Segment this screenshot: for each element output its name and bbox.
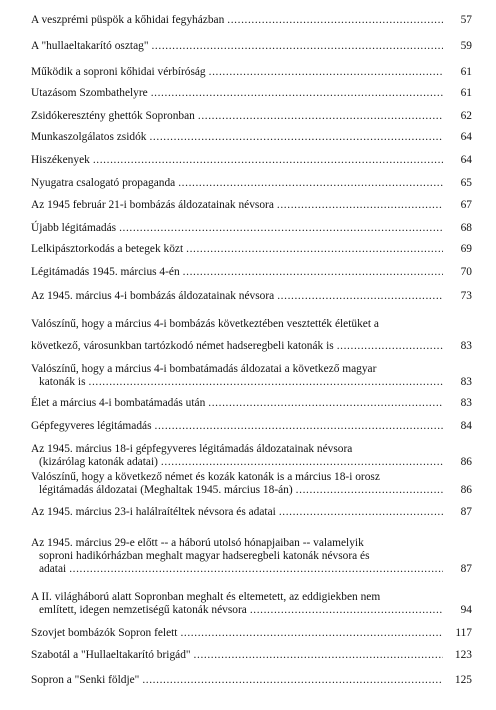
toc-entry: [31, 506, 472, 519]
toc-page-number: 83: [460, 376, 472, 388]
toc-page-number: 84: [460, 420, 472, 432]
toc-entry: [31, 199, 472, 212]
toc-entry: [31, 674, 472, 687]
dot-leader: [93, 154, 443, 167]
toc-page-number: 59: [460, 40, 472, 52]
toc-entry: [31, 363, 472, 389]
toc-page-number: 64: [460, 131, 472, 143]
toc-entry: [31, 266, 472, 279]
dot-leader: [296, 484, 443, 497]
toc-entry: [31, 243, 472, 256]
toc-title: Gépfegyveres légitámadás: [31, 420, 152, 432]
dot-leader: [89, 376, 443, 389]
toc-entry: [31, 110, 472, 123]
toc-entry: [31, 591, 472, 617]
toc-title: Az 1945 február 21-i bombázás áldozatainak névsora: [31, 199, 274, 211]
dot-leader: [155, 420, 444, 433]
toc-title: Nyugatra csalogató propaganda: [31, 177, 176, 189]
dot-leader: [250, 604, 443, 617]
toc-page-number: 117: [455, 627, 472, 639]
dot-leader: [279, 506, 443, 519]
dot-leader: [186, 243, 443, 256]
dot-leader: [337, 340, 443, 353]
toc-page-number: 61: [460, 87, 472, 99]
toc-title-line: légitámadás áldozatai (Meghaltak 1945. március 18-án): [39, 484, 293, 496]
dot-leader: [151, 87, 443, 100]
toc-title: A veszprémi püspök a kőhidai fegyházban: [31, 14, 225, 26]
toc-title-line: Az 1945. március 29-e előtt -- a háború utolsó hónapjaiban -- valamelyik: [31, 537, 364, 549]
dot-leader: [142, 674, 443, 687]
toc-title: Élet a március 4-i bombatámadás után: [31, 397, 206, 409]
dot-leader: [194, 649, 443, 662]
toc-title: Munkaszolgálatos zsidók: [31, 131, 147, 143]
dot-leader: [209, 66, 443, 79]
dot-leader: [180, 627, 443, 640]
toc-title: Működik a soproni kőhidai vérbíróság: [31, 66, 206, 78]
toc-entry: [31, 471, 472, 497]
toc-title: A "hullaeltakarító osztag": [31, 40, 149, 52]
toc-entry: [31, 87, 472, 100]
toc-title-line: Valószínű, hogy a március 4-i bombatámadás áldozatai a következő magyar: [31, 363, 377, 375]
toc-title: Légitámadás 1945. március 4-én: [31, 266, 180, 278]
toc-title: Sopron a "Senki földje": [31, 674, 140, 686]
toc-title-line: említett, idegen nemzetiségű katonák névsora: [39, 604, 247, 616]
toc-entry: [31, 222, 472, 235]
toc-page-number: 69: [460, 243, 472, 255]
toc-title-line: következő, városunkban tartózkodó német hadseregbeli katonák is: [31, 340, 334, 352]
toc-title: Lelkipásztorkodás a betegek közt: [31, 243, 184, 255]
toc-title: Zsidókeresztény ghettók Sopronban: [31, 110, 195, 122]
toc-entry: [31, 318, 472, 353]
toc-entry: [31, 537, 472, 576]
toc-entry: [31, 649, 472, 662]
toc-title-line: Az 1945. március 18-i gépfegyveres légitámadás áldozatainak névsora: [31, 443, 353, 455]
toc-entry: [31, 154, 472, 167]
toc-entry: [31, 420, 472, 433]
toc-page-number: 83: [460, 397, 472, 409]
toc-page-number: 87: [460, 563, 472, 575]
dot-leader: [198, 110, 443, 123]
toc-title-line: (kizárólag katonák adatai): [39, 456, 158, 468]
toc-page-number: 64: [460, 154, 472, 166]
toc-title-line: Valószínű, hogy a következő német és kozák katonák is a március 18-i orosz: [31, 471, 380, 483]
toc-title: Hiszékenyek: [31, 154, 90, 166]
toc-page-number: 68: [460, 222, 472, 234]
toc-title: Az 1945. március 23-i halálraítéltek névsora és adatai: [31, 506, 276, 518]
dot-leader: [119, 222, 443, 235]
dot-leader: [227, 14, 443, 27]
toc-title-line: katonák is: [39, 376, 86, 388]
dot-leader: [277, 199, 443, 212]
toc-entry: [31, 443, 472, 469]
toc-page-number: 86: [460, 456, 472, 468]
toc-entry: [31, 14, 472, 27]
toc-title-line: adatai: [39, 563, 67, 575]
toc-title: Szabotál a "Hullaeltakarító brigád": [31, 649, 191, 661]
dot-leader: [69, 563, 443, 576]
toc-page-number: 57: [460, 14, 472, 26]
toc-page-number: 61: [460, 66, 472, 78]
toc-title-line: Valószínű, hogy a március 4-i bombázás következtében vesztették életüket a: [31, 318, 379, 330]
dot-leader: [277, 290, 443, 303]
toc-entry: [31, 66, 472, 79]
toc-page-number: 86: [460, 484, 472, 496]
toc-page-number: 94: [460, 604, 472, 616]
toc-page-number: 123: [454, 649, 472, 661]
toc-page-number: 70: [460, 266, 472, 278]
dot-leader: [208, 397, 443, 410]
dot-leader: [149, 131, 443, 144]
dot-leader: [183, 266, 443, 279]
toc-entry: [31, 627, 472, 640]
toc-entry: [31, 40, 472, 53]
dot-leader: [151, 40, 443, 53]
toc-page-number: 67: [460, 199, 472, 211]
toc-entry: [31, 131, 472, 144]
toc-title: Az 1945. március 4-i bombázás áldozatainak névsora: [31, 290, 275, 302]
dot-leader: [161, 456, 443, 469]
toc-entry: [31, 397, 472, 410]
toc-title-line: soproni hadikórházban meghalt magyar hadseregbeli katonák névsora és: [39, 550, 370, 562]
toc-title: Utazásom Szombathelyre: [31, 87, 148, 99]
dot-leader: [178, 177, 443, 190]
toc-title: Újabb légitámadás: [31, 222, 117, 234]
toc-title: Szovjet bombázók Sopron felett: [31, 627, 178, 639]
toc-entry: [31, 290, 472, 303]
toc-page-number: 125: [454, 674, 472, 686]
toc-page-number: 62: [460, 110, 472, 122]
toc-page-number: 65: [460, 177, 472, 189]
toc-page-number: 83: [460, 340, 472, 352]
toc-title-line: A II. világháború alatt Sopronban meghalt és eltemetett, az eddigiekben nem: [31, 591, 381, 603]
toc-page-number: 87: [460, 506, 472, 518]
toc-page-number: 73: [460, 290, 472, 302]
toc-entry: [31, 177, 472, 190]
